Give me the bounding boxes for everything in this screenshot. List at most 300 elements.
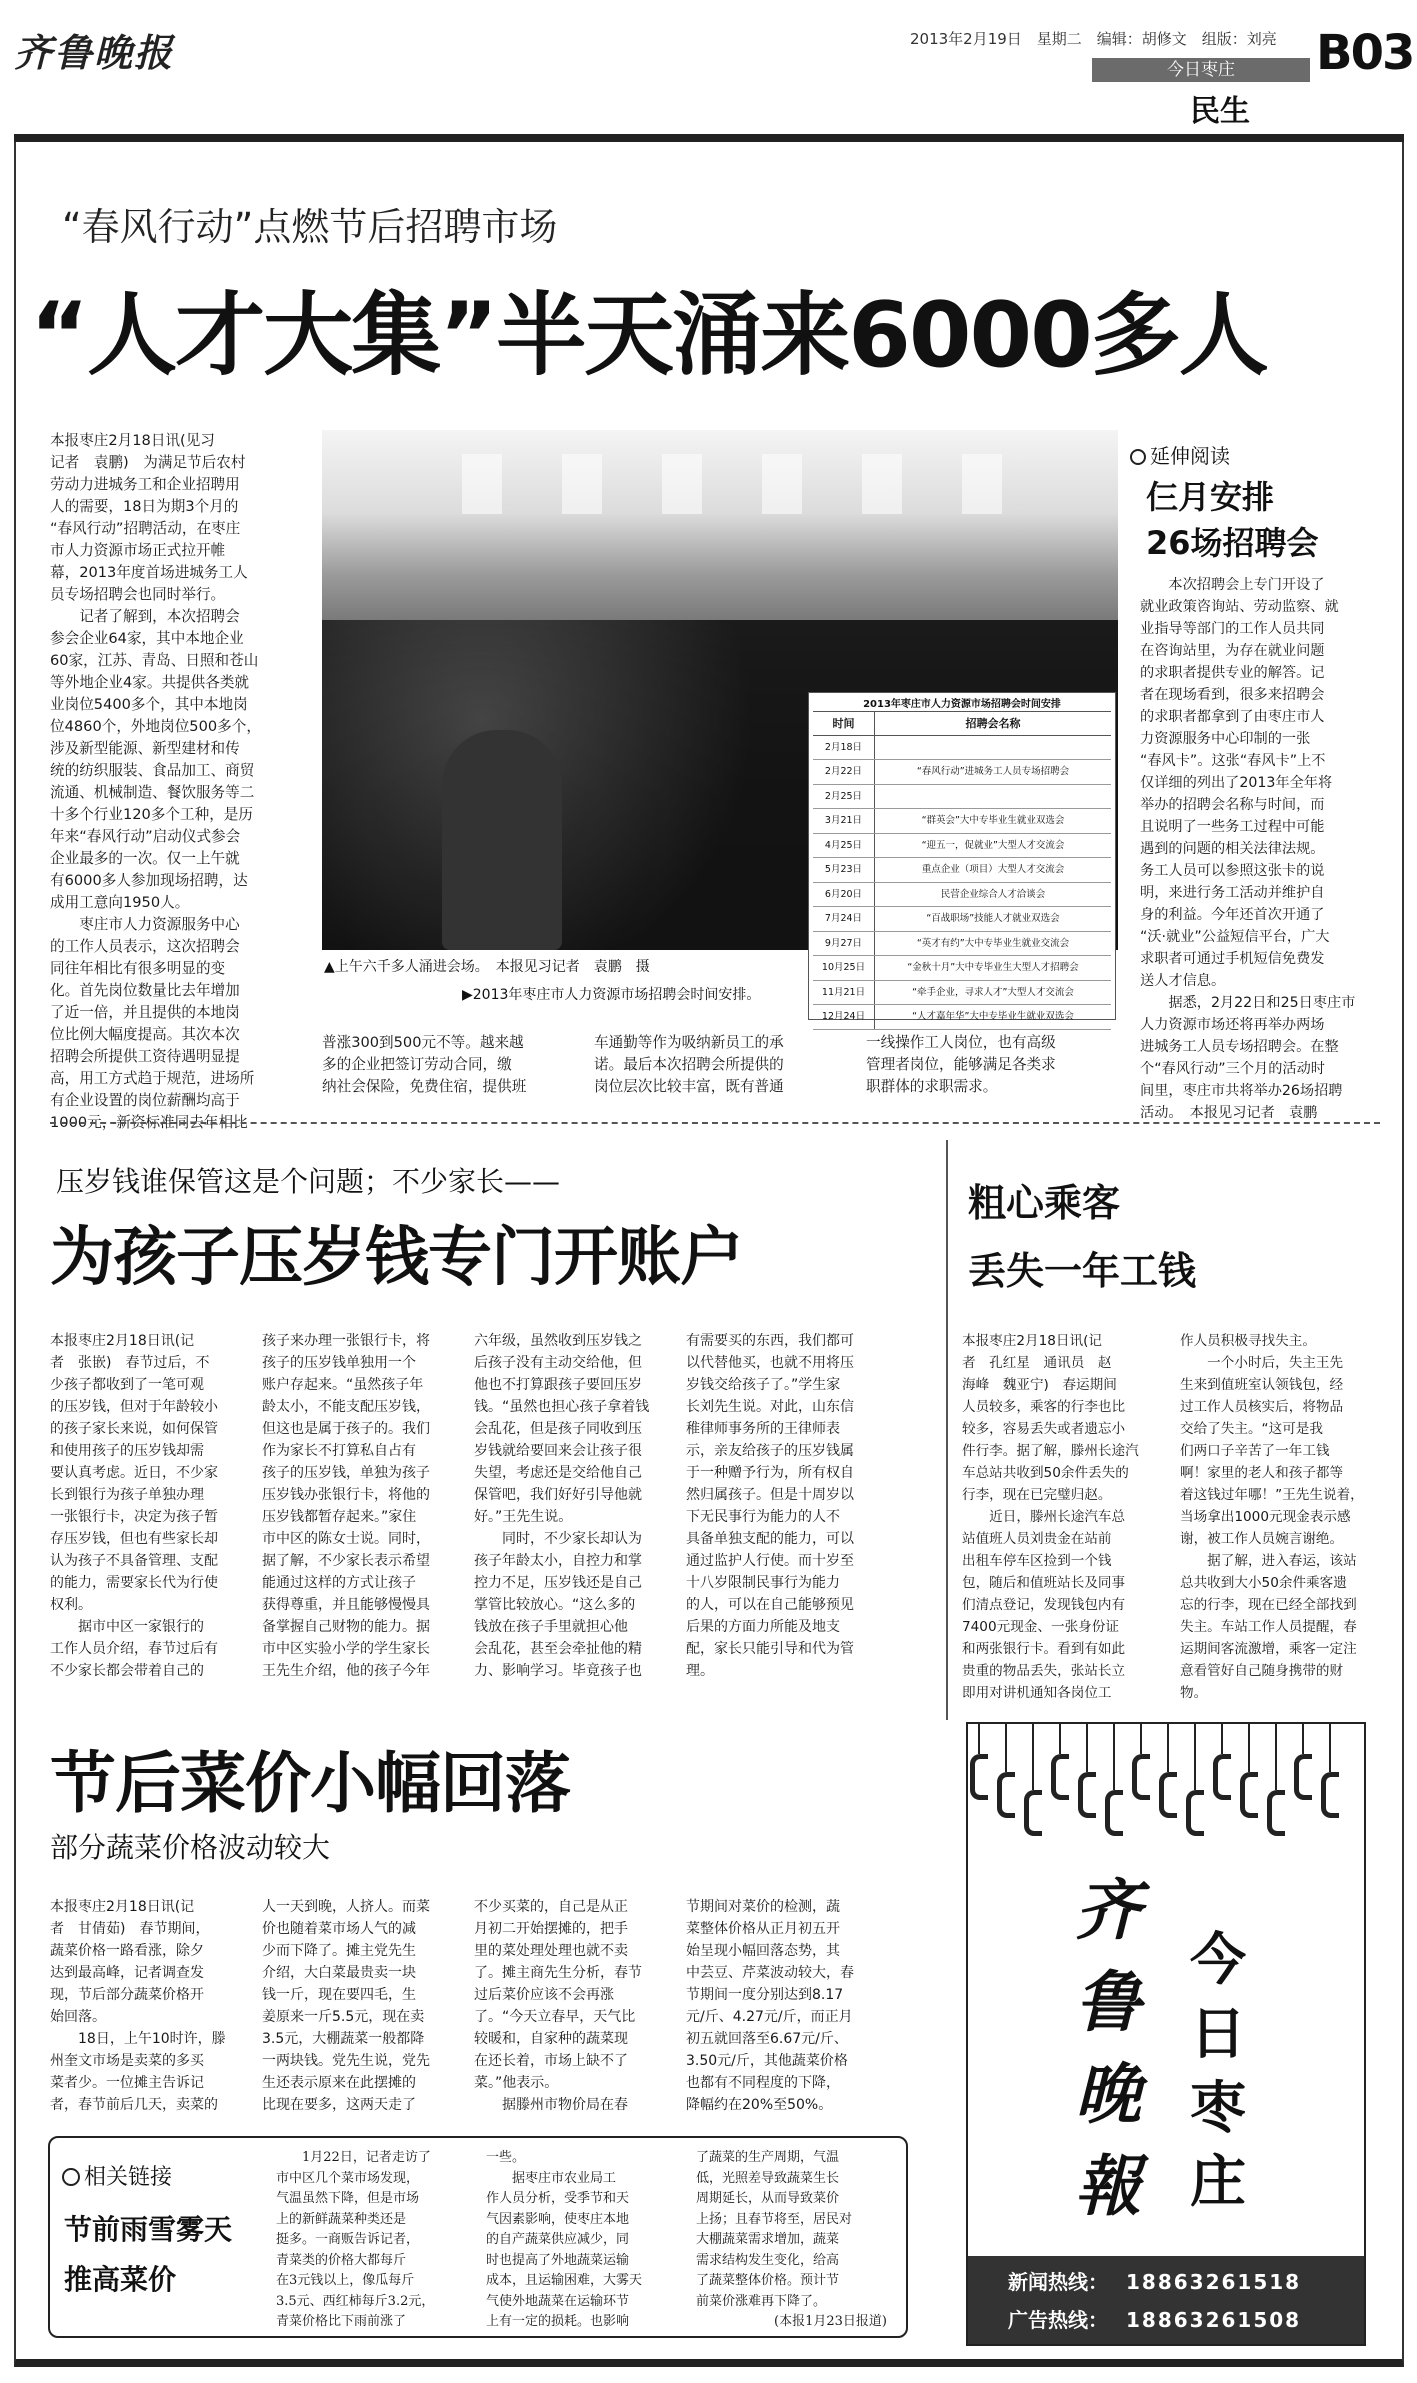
schedule-table [808, 692, 1116, 1020]
vegetable-text-line: 里的菜处理处理也就不卖 [474, 1943, 628, 1959]
money-text-line: 岁钱就给要回来会让孩子很 [474, 1443, 642, 1459]
adline-number: 18863261508 [1126, 2308, 1302, 2332]
page-number: B03 [1316, 25, 1414, 81]
money-kicker: 压岁钱谁保管这是个问题；不少家长—— [56, 1165, 561, 1198]
money-text-line: 市中区的陈女士说。同时， [262, 1531, 430, 1547]
telephone-icon [1167, 1724, 1169, 1772]
adline-label: 广告热线： [1008, 2308, 1108, 2332]
vegetable-text-line: 姜原来一斤5.5元，现在卖 [262, 2009, 425, 2025]
vegetable-text-line: 元/斤、4.27元/斤，而正月 [686, 2009, 853, 2025]
money-text-line: 岁钱交给孩子了。”学生家 [686, 1377, 841, 1393]
lead-text-line: 市人力资源市场正式拉开帷 [50, 542, 226, 559]
telephone-icon [1302, 1724, 1304, 1754]
schedule-row [813, 932, 1111, 957]
related-text-line: 成本，且运输困难，大雾天 [486, 2273, 643, 2288]
ad-hotline-bar [968, 2256, 1364, 2344]
vegetable-col-1 [50, 1896, 248, 2126]
related-text-line: 青菜价格比下雨前涨了 [276, 2314, 407, 2329]
vegetable-text-line: 18日，上午10时许，滕 [50, 2031, 226, 2047]
passenger-text-line: 包，随后和值班站长及同事 [962, 1575, 1126, 1591]
money-text-line: 一张银行卡，决定为孩子暂 [50, 1509, 218, 1525]
lead-text-line: 枣庄市人力资源服务中心 [50, 916, 240, 933]
schedule-name: “牵手企业，寻求人才”大型人才交流会 [912, 986, 1074, 998]
vegetable-text-line: 始回落。 [50, 2009, 106, 2025]
sidebar-text-line: 据悉，2月22日和25日枣庄市 [1140, 995, 1356, 1011]
lead-text-line: 流通、机械制造、餐饮服务等二 [50, 784, 255, 801]
money-text-line: 孩子年龄太小，自控力和掌 [474, 1553, 642, 1569]
money-text-line: 有需要买的东西，我们都可 [686, 1333, 854, 1349]
adline-row [1008, 2304, 1301, 2333]
vegetable-text-line: 节期间对菜价的检测，蔬 [686, 1899, 840, 1915]
related-text-line: 3.5元、西红柿每斤3.2元， [276, 2293, 435, 2309]
money-text-line: 以代替他买，也就不用将压 [686, 1355, 854, 1371]
related-text-line: 气因素影响，使枣庄本地 [486, 2211, 630, 2227]
passenger-text-line: 行李，现在已完璧归赵。 [962, 1487, 1112, 1503]
lead-text-line: 人的需要，18日为期3个月的 [50, 498, 239, 515]
sidebar-extend-label: 延伸阅读 [1130, 440, 1230, 469]
schedule-name: “百战职场”技能人才就业双选会 [926, 913, 1060, 924]
money-col-2 [262, 1330, 458, 1700]
related-text-line: 1月22日，记者走访了 [276, 2150, 431, 2165]
money-text-line: 会乱花，但是孩子同收到压 [474, 1421, 642, 1437]
schedule-header-cell: 时间 [813, 712, 875, 735]
schedule-row [813, 883, 1111, 908]
vegetable-text-line: 3.5元，大棚蔬菜一般都降 [262, 2031, 425, 2047]
lead-col-bottom-3 [866, 1032, 1128, 1102]
sidebar-text-line: “春风卡”。这张“春风卡”上不 [1140, 753, 1326, 769]
vegetable-text-line: 者 甘倩茹) 春节期间， [50, 1921, 210, 1937]
related-text-line: 需求结构发生变化，给高 [696, 2252, 840, 2268]
money-text-line: 长刘先生说。对此，山东信 [686, 1399, 854, 1415]
schedule-date: 2月25日 [813, 785, 875, 809]
ad-logo-char: 鲁 [1075, 1963, 1141, 2041]
money-text-line: 据市中区一家银行的 [50, 1619, 204, 1635]
money-col-4 [686, 1330, 882, 1700]
related-col-1 [276, 2148, 472, 2334]
vegetable-text-line: 达到最高峰，记者调查发 [50, 1965, 204, 1981]
telephone-icon [1059, 1724, 1061, 1754]
lead-text-line: 化。首先岗位数量比去年增加 [50, 982, 240, 999]
sidebar-text-line: 明，来进行务工活动并维护自 [1140, 885, 1325, 901]
money-text-line: 他也不打算跟孩子要回压岁 [474, 1377, 642, 1393]
money-text-line: 压岁钱都暂存起来。”家住 [262, 1509, 417, 1525]
passenger-headline-2: 丢失一年工钱 [968, 1249, 1197, 1293]
schedule-name: “金秋十月”大中专毕业生大型人才招聘会 [907, 962, 1079, 973]
money-text-line: 不少家长都会带着自己的 [50, 1663, 204, 1679]
lead-text-line: 职群体的求职需求。 [866, 1078, 998, 1095]
ad-title-char: 日 [1190, 2002, 1246, 2067]
vegetable-text-line: 生还表示原来在此摆摊的 [262, 2075, 416, 2091]
telephone-icon [1248, 1724, 1250, 1772]
vegetable-col-4 [686, 1896, 884, 2126]
related-text-line: 时也提高了外地蔬菜运输 [486, 2252, 630, 2268]
related-col-2 [486, 2148, 682, 2334]
money-text-line: 孩子的压岁钱单独用一个 [262, 1355, 416, 1371]
lead-text-line: 十多个行业120多个工种，是历 [50, 806, 253, 823]
passenger-text-line: 作人员积极寻找失主。 [1180, 1333, 1316, 1349]
related-text-line: 大棚蔬菜需求增加，蔬菜 [696, 2232, 840, 2247]
sidebar-text-line: 遇到的问题的相关法律法规。 [1140, 841, 1325, 857]
money-text-line: 掌管比较放心。“这么多的 [474, 1597, 636, 1613]
schedule-title: 2013年枣庄市人力资源市场招聘会时间安排 [863, 699, 1061, 710]
schedule-date: 6月20日 [813, 883, 875, 907]
sidebar-text-line: 送人才信息。 [1140, 973, 1226, 989]
lead-text-line: 管理者岗位，能够满足各类求 [866, 1056, 1056, 1073]
lead-text-line: 一线操作工人岗位，也有高级 [866, 1034, 1056, 1051]
telephone-icon [978, 1724, 980, 1754]
related-link-title-2: 推高菜价 [64, 2263, 177, 2296]
passenger-text-line: 物。 [1180, 1685, 1208, 1701]
money-col-3 [474, 1330, 670, 1700]
passenger-text-line: 交给了失主。“这可是我 [1180, 1421, 1323, 1437]
vegetable-col-3 [474, 1896, 672, 2126]
schedule-date: 2月18日 [813, 736, 875, 760]
money-text-line: 长到银行为孩子单独办理 [50, 1487, 204, 1503]
schedule-name [875, 736, 1111, 760]
money-text-line: 作为家长不打算私自占有 [262, 1443, 416, 1459]
vegetable-text-line: 介绍，大白菜最贵卖一块 [262, 1965, 416, 1981]
passenger-text-line: 啊！家里的老人和孩子都等 [1180, 1465, 1344, 1481]
passenger-text-line: 一个小时后，失主王先 [1180, 1355, 1344, 1371]
sidebar-text-line: 在咨询站里，为存在就业问题 [1140, 643, 1325, 659]
money-text-line: 认为孩子不具备管理、支配 [50, 1553, 218, 1569]
sidebar-text-line: 本次招聘会上专门开设了 [1140, 577, 1325, 593]
money-text-line: 账户存起来。“虽然孩子年 [262, 1377, 424, 1393]
related-text-line: 气使外地蔬菜在运输环节 [486, 2293, 630, 2309]
related-link-box [48, 2136, 908, 2338]
lead-text-line: 年来“春风行动”启动仪式参会 [50, 828, 241, 845]
schedule-row [813, 785, 1111, 810]
vegetable-text-line: 者，春节前后几天，卖菜的 [50, 2097, 218, 2113]
schedule-header-cell: 招聘会名称 [965, 717, 1021, 730]
money-text-line: 压岁钱办张银行卡，将他的 [262, 1487, 430, 1503]
passenger-text-line: 当场拿出1000元现金表示感 [1180, 1509, 1351, 1525]
lead-text-line: 幕，2013年度首场进城务工人 [50, 564, 248, 581]
vegetable-text-line: 3.50元/斤，其他蔬菜价格 [686, 2053, 848, 2069]
vegetable-text-line: 中芸豆、芹菜波动较大，春 [686, 1965, 854, 1981]
sidebar-extend-body [1140, 574, 1372, 1134]
schedule-row [813, 981, 1111, 1006]
passenger-text-line: 生来到值班室认领钱包，经 [1180, 1377, 1344, 1393]
lead-text-line: 记者了解到，本次招聘会 [50, 608, 240, 625]
passenger-text-line: 者 孔红星 通讯员 赵 [962, 1355, 1112, 1371]
money-text-line: 王先生介绍，他的孩子今年 [262, 1663, 430, 1679]
sidebar-text-line: 间里，枣庄市共将举办26场招聘 [1140, 1083, 1343, 1099]
passenger-text-line: 贵重的物品丢失，张站长立 [962, 1663, 1126, 1679]
schedule-grid [813, 711, 1111, 1030]
lead-text-line: 1000元，新资标准同去年相比 [50, 1114, 248, 1131]
schedule-row [813, 858, 1111, 883]
sidebar-extend-title-2: 26场招聘会 [1146, 524, 1319, 562]
schedule-name: 重点企业（项目）大型人才交流会 [921, 864, 1065, 875]
date-line: 2013年2月19日 星期二 编辑：胡修文 组版：刘亮 [910, 30, 1277, 48]
vegetable-text-line: 过后菜价应该不会再涨 [474, 1987, 614, 2003]
passenger-text-line: 们两口子辛苦了一年工钱 [1180, 1443, 1330, 1459]
money-text-line: 通过监护人行使。而十岁至 [686, 1553, 854, 1569]
photo-person [442, 730, 562, 950]
passenger-headline-1: 粗心乘客 [968, 1181, 1121, 1225]
vegetable-text-line: 也都有不同程度的下降， [686, 2075, 840, 2091]
money-text-line: 示，亲友给孩子的压岁钱属 [686, 1443, 854, 1459]
schedule-date: 11月21日 [813, 981, 875, 1005]
schedule-row [813, 809, 1111, 834]
ad-title-char: 今 [1190, 1928, 1246, 1993]
money-text-line: 于一种赠予行为，所有权自 [686, 1465, 854, 1481]
vegetable-text-line: 菜整体价格从正月初五开 [686, 1921, 840, 1937]
money-text-line: 权利。 [50, 1597, 92, 1613]
ad-title-char: 枣 [1190, 2076, 1246, 2141]
money-text-line: 的压岁钱，但对于年龄较小 [50, 1399, 218, 1415]
related-text-line: 周期延长，从而导致菜价 [696, 2191, 840, 2206]
sidebar-text-line: 业指导等部门的工作人员共同 [1140, 621, 1325, 637]
telephone-icon [1140, 1724, 1142, 1754]
related-text-line: 了蔬菜整体价格。预计节 [696, 2273, 840, 2288]
related-text-line: 青菜类的价格大都每斤 [276, 2252, 407, 2268]
sidebar-text-line: 进城务工人员专场招聘会。在整 [1140, 1039, 1339, 1055]
ad-vertical-logo [1068, 1864, 1148, 2244]
telephone-icon [1329, 1724, 1331, 1772]
money-text-line: 同时，不少家长却认为 [474, 1531, 642, 1547]
photo-ceiling-lights [402, 454, 1022, 514]
schedule-name: “群英会”大中专毕业生就业双选会 [921, 815, 1065, 826]
sidebar-extend-title-1: 仨月安排 [1146, 478, 1275, 516]
lead-text-line: 多的企业把签订劳动合同，缴 [322, 1056, 512, 1073]
telephone-icon [1032, 1724, 1034, 1790]
vegetable-text-line: 蔬菜价格一路看涨，除夕 [50, 1943, 204, 1959]
passenger-text-line: 据了解，进入春运，该站 [1180, 1553, 1357, 1569]
money-text-line: 的孩子家长来说，如何保管 [50, 1421, 218, 1437]
money-text-line: 具备单独支配的能力，可以 [686, 1531, 854, 1547]
lead-text-line: 同往年相比有很多明显的变 [50, 960, 226, 977]
passenger-text-line: 近日，滕州长途汽车总 [962, 1509, 1126, 1525]
vegetable-text-line: 州奎文市场是卖菜的多买 [50, 2053, 204, 2069]
lead-text-line: 等外地企业4家。共提供各类就 [50, 674, 250, 691]
vegetable-text-line: 在还长着，市场上缺不了 [474, 2053, 628, 2069]
schedule-name: “春风行动”进城务工人员专场招聘会 [916, 766, 1070, 777]
passenger-text-line: 车总站共收到50余件丢失的 [962, 1465, 1129, 1481]
vegetable-text-line: 较暖和，自家种的蔬菜现 [474, 2031, 628, 2047]
lead-text-line: 员专场招聘会也同时举行。 [50, 586, 226, 603]
lead-col-bottom-1 [322, 1032, 584, 1102]
money-text-line: 要认真考虑。近日，不少家 [50, 1465, 218, 1481]
vegetable-text-line: 不少买菜的，自己是从正 [474, 1899, 628, 1915]
money-text-line: 孩子来办理一张银行卡，将 [262, 1333, 430, 1349]
schedule-date: 10月25日 [813, 956, 875, 980]
telephone-icon [1005, 1724, 1007, 1772]
lead-text-line: 成用工意向1950人。 [50, 894, 190, 911]
passenger-text-line: 即用对讲机通知各岗位工 [962, 1685, 1112, 1701]
lead-headline: “人才大集”半天涌来6000多人 [30, 283, 1267, 388]
lead-col-1 [50, 430, 312, 1140]
table-caption: ▶2013年枣庄市人力资源市场招聘会时间安排。 [462, 987, 761, 1003]
circle-icon [62, 2168, 80, 2186]
lead-text-line: 劳动力进城务工和企业招聘用 [50, 476, 240, 493]
schedule-row [813, 834, 1111, 859]
money-text-line: 者 张嵌) 春节过后，不 [50, 1355, 210, 1371]
money-col-1 [50, 1330, 246, 1700]
passenger-text-line: 人员较多，乘客的行李也比 [962, 1399, 1126, 1415]
passenger-text-line: 7400元现金、一张身份证 [962, 1619, 1119, 1635]
schedule-date: 2月22日 [813, 760, 875, 784]
money-text-line: 好。”王先生说。 [474, 1509, 573, 1525]
money-text-line: 控力不足，压岁钱还是自己 [474, 1575, 642, 1591]
money-text-line: 钱放在孩子手里就担心他 [474, 1619, 628, 1635]
money-text-line: 能通过这样的方式让孩子 [262, 1575, 416, 1591]
related-text-line: 前菜价涨难再下降了。 [696, 2293, 827, 2309]
money-text-line: 保管吧，我们好好引导他就 [474, 1487, 642, 1503]
money-text-line: 力、影响学习。毕竟孩子也 [474, 1663, 642, 1679]
passenger-text-line: 海峰 魏亚宁) 春运期间 [962, 1377, 1117, 1393]
related-col-3 [696, 2148, 900, 2334]
lead-text-line: 记者 袁鹏) 为满足节后农村 [50, 454, 246, 471]
vegetable-headline: 节后菜价小幅回落 [50, 1745, 570, 1822]
lead-text-line: 纳社会保险，免费住宿，提供班 [322, 1078, 527, 1095]
money-text-line: 的人，可以在自己能够预见 [686, 1597, 854, 1613]
money-text-line: 六年级，虽然收到压岁钱之 [474, 1333, 642, 1349]
money-text-line: 后果的方面力所能及地支 [686, 1619, 840, 1635]
schedule-row [813, 760, 1111, 785]
schedule-name [875, 785, 1111, 809]
schedule-name: “迎五一，促就业”大型人才交流会 [921, 839, 1065, 851]
passenger-text-line: 和两张银行卡。看到有如此 [962, 1641, 1126, 1657]
related-text-line: 作人员分析，受季节和天 [486, 2191, 630, 2206]
related-text-line: 在3元钱以上，像瓜每斤 [276, 2273, 415, 2288]
hotline-row [1008, 2266, 1301, 2295]
sidebar-text-line: 个“春风行动”三个月的活动时 [1140, 1061, 1325, 1077]
related-text-line: 了蔬菜的生产周期，气温 [696, 2150, 840, 2165]
schedule-row [813, 1005, 1111, 1030]
vegetable-text-line: 了。“今天立春早，天气比 [474, 2009, 636, 2025]
vegetable-text-line: 本报枣庄2月18日讯(记 [50, 1899, 195, 1915]
sidebar-text-line: 就业政策咨询站、劳动监察、就 [1140, 599, 1339, 615]
lead-text-line: “春风行动”招聘活动，在枣庄 [50, 520, 241, 537]
telephone-icon [1194, 1724, 1196, 1790]
sidebar-text-line: 身的利益。今年还首次开通了 [1140, 907, 1325, 923]
money-text-line: 稚律师事务所的王律师表 [686, 1421, 840, 1437]
photo-caption: ▲上午六千多人涌进会场。 本报见习记者 袁鹏 摄 [324, 959, 650, 975]
lead-text-line: 参会企业64家，其中本地企业 [50, 630, 244, 647]
schedule-name: “英才有约”大中专毕业生就业交流会 [916, 937, 1070, 949]
money-text-line: 的能力，需要家长代为行使 [50, 1575, 218, 1591]
sidebar-text-line: 举办的招聘会名称与时间，而 [1140, 797, 1325, 813]
telephone-icon [1275, 1724, 1277, 1790]
schedule-row [813, 956, 1111, 981]
lead-text-line: 岗位层次比较丰富，既有普通 [594, 1078, 784, 1095]
passenger-text-line: 们清点登记，发现钱包内有 [962, 1597, 1126, 1613]
lead-text-line: 普涨300到500元不等。越来越 [322, 1034, 524, 1051]
money-text-line: 少孩子都收到了一笔可观 [50, 1377, 204, 1393]
sidebar-text-line: 的求职者提供专业的解答。记 [1140, 665, 1325, 681]
sidebar-text-line: 求职者可通过手机短信免费发 [1140, 951, 1325, 967]
masthead-rule [14, 134, 1404, 142]
schedule-date: 7月24日 [813, 907, 875, 931]
vegetable-text-line: 价也随着菜市场人气的减 [262, 1921, 416, 1937]
passenger-text-line: 谢，被工作人员婉言谢绝。 [1180, 1531, 1344, 1547]
section-name: 民生 [1190, 94, 1250, 129]
vegetable-text-line: 了。摊主商先生分析，春节 [474, 1965, 642, 1981]
ad-title [1178, 1924, 1258, 2244]
related-text-line: 一些。 [486, 2150, 526, 2165]
passenger-text-line: 着这钱过年哪！”王先生说着， [1180, 1487, 1364, 1503]
telephone-icon [1221, 1724, 1223, 1754]
passenger-col-2 [1180, 1330, 1386, 1710]
passenger-text-line: 件行李。据了解，滕州长途汽 [962, 1443, 1139, 1459]
money-text-line: 本报枣庄2月18日讯(记 [50, 1333, 195, 1349]
lead-text-line: 60家，江苏、青岛、日照和苍山 [50, 652, 259, 669]
vegetable-text-line: 比现在要多，这两天走了 [262, 2097, 416, 2113]
related-text-line: 低，光照差导致蔬菜生长 [696, 2170, 840, 2186]
section-tab: 今日枣庄 [1092, 58, 1310, 82]
lead-text-line: 涉及新型能源、新型建材和传 [50, 740, 240, 757]
money-text-line: 理。 [686, 1663, 714, 1679]
money-headline: 为孩子压岁钱专门开账户 [50, 1221, 743, 1295]
money-text-line: 会乱花，甚至会牵扯他的精 [474, 1641, 642, 1657]
money-text-line: 市中区实验小学的学生家长 [262, 1641, 430, 1657]
passenger-text-line: 运期间客流激增，乘客一定注 [1180, 1641, 1357, 1657]
sidebar-text-line: 力资源服务中心印制的一张 [1140, 731, 1311, 747]
money-text-line: 后孩子没有主动交给他，但 [474, 1355, 642, 1371]
lead-text-line: 了近一倍，并且提供的本地岗 [50, 1004, 240, 1021]
money-text-line: 配，家长只能引导和代为管 [686, 1641, 854, 1657]
masthead-logo: 齐鲁晚报 [14, 30, 175, 75]
ad-box [966, 1722, 1366, 2346]
money-text-line: 工作人员介绍，春节过后有 [50, 1641, 218, 1657]
related-text-line: 上扬；且春节将至，居民对 [696, 2211, 853, 2227]
schedule-row [813, 736, 1111, 761]
vegetable-col-2 [262, 1896, 460, 2126]
passenger-text-line: 失主。车站工作人员提醒，春 [1180, 1619, 1357, 1635]
money-text-line: 钱。“虽然也担心孩子拿着钱 [474, 1399, 650, 1415]
money-text-line: 存压岁钱，但也有些家长却 [50, 1531, 218, 1547]
vegetable-text-line: 少而下降了。摊主党先生 [262, 1943, 416, 1959]
lead-text-line: 诺。最后本次招聘会所提供的 [594, 1056, 784, 1073]
ad-phones-strip [968, 1724, 1364, 1844]
lead-text-line: 企业最多的一次。仅一上午就 [50, 850, 240, 867]
money-text-line: 然归属孩子。但是十周岁以 [686, 1487, 854, 1503]
sidebar-text-line: “沃·就业”公益短信平台，广大 [1140, 929, 1330, 945]
schedule-row [813, 907, 1111, 932]
schedule-name: “人才嘉年华”大中专毕业生就业双选会 [912, 1011, 1074, 1022]
related-link-title-1: 节前雨雪雾天 [64, 2213, 233, 2246]
lead-text-line: 的工作人员表示，这次招聘会 [50, 938, 240, 955]
telephone-icon [1113, 1724, 1115, 1790]
related-text-line: 市中区几个菜市场发现， [276, 2170, 420, 2186]
money-text-line: 孩子的压岁钱，单独为孩子 [262, 1465, 430, 1481]
lead-text-line: 招聘会所提供工资待遇明显提 [50, 1048, 240, 1065]
schedule-date: 4月25日 [813, 834, 875, 858]
lead-text-line: 位4860个，外地岗位500多个， [50, 718, 261, 735]
sidebar-text-line: 且说明了一些务工过程中可能 [1140, 819, 1325, 835]
lead-text-line: 业岗位5400多个，其中本地岗 [50, 696, 248, 713]
schedule-date: 12月24日 [813, 1005, 875, 1029]
related-text-line: 上有一定的损耗。也影响 [486, 2314, 630, 2329]
money-text-line: 龄太小，不能支配压岁钱， [262, 1399, 430, 1415]
schedule-date: 9月27日 [813, 932, 875, 956]
vegetable-text-line: 一两块钱。党先生说，党先 [262, 2053, 430, 2069]
related-text-line: 挺多。一商贩告诉记者， [276, 2232, 420, 2247]
hotline-label: 新闻热线： [1008, 2270, 1108, 2294]
vertical-rule [946, 1140, 948, 1720]
passenger-text-line: 站值班人员刘贵金在站前 [962, 1531, 1112, 1547]
sidebar-text-line: 人力资源市场还将再举办两场 [1140, 1017, 1325, 1033]
section-divider [50, 1122, 1380, 1124]
ad-logo-char: 晚 [1075, 2055, 1141, 2133]
vegetable-text-line: 现，节后部分蔬菜价格开 [50, 1987, 204, 2003]
vegetable-text-line: 据滕州市物价局在春 [474, 2097, 628, 2113]
sidebar-text-line: 活动。 本报见习记者 袁鹏 [1140, 1105, 1318, 1121]
lead-kicker: “春风行动”点燃节后招聘市场 [62, 205, 558, 249]
sidebar-text-line: 仅详细的列出了2013年全年将 [1140, 775, 1333, 791]
